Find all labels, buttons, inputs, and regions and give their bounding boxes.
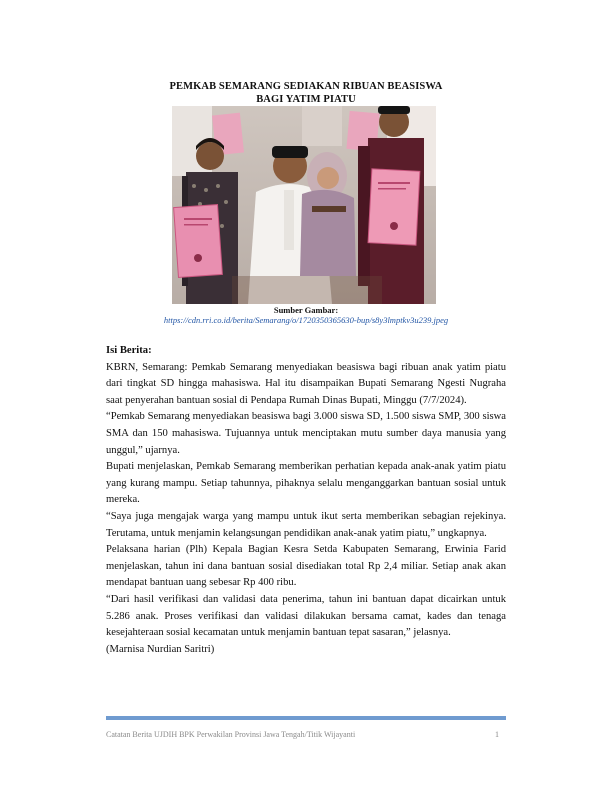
image-caption: [106, 305, 506, 325]
title-line-1: PEMKAB SEMARANG SEDIAKAN RIBUAN BEASISWA: [169, 81, 443, 92]
article-paragraph: “Saya juga mengajak warga yang mampu untuk ikut serta memberikan sebagian rejekinya. Terutama, untuk menjamin kelangsungan pendidikan anak-anak yatim piatu,” ungkapnya.: [106, 510, 506, 539]
article-paragraph: KBRN, Semarang: Pemkab Semarang menyediakan beasiswa bagi ribuan anak yatim piatu dari tingkat SD hingga mahasiswa. Hal itu disampaikan Bupati Semarang Ngesti Nugraha saat penyerahan bantuan sosial di Pendapa Rumah Dinas Bupati, Minggu (7/7/2024).: [106, 361, 506, 406]
news-photo: [172, 106, 436, 304]
news-photo-illustration: [172, 106, 436, 304]
footer-text: Catatan Berita UJDIH BPK Perwakilan Provinsi Jawa Tengah/Titik Wijayanti: [106, 730, 356, 739]
article-paragraph: “Pemkab Semarang menyediakan beasiswa bagi 3.000 siswa SD, 1.500 siswa SMP, 300 siswa SMA dan 150 mahasiswa. Tujuannya untuk menciptakan mutu sumber daya manusia yang unggul,” ujarnya.: [106, 411, 506, 456]
page-number: 1: [495, 730, 499, 739]
image-source-link[interactable]: https://cdn.rri.co.id/berita/Semarang/o/1720350365630-bup/s8y3lmptkv3u239.jpeg: [163, 315, 449, 325]
article-paragraph: Pelaksana harian (Plh) Kepala Bagian Kesra Setda Kabupaten Semarang, Erwinia Farid menjelaskan, tahun ini dana bantuan sosial disediakan total Rp 2,4 miliar. Setiap anak akan mendapat bantuan uang sebesar Rp 400 ribu.: [106, 544, 506, 589]
image-source-label: Sumber Gambar:: [273, 305, 339, 315]
article-heading: Isi Berita:: [106, 345, 152, 356]
article-paragraph: Bupati menjelaskan, Pemkab Semarang memberikan perhatian kepada anak-anak yatim piatu yang kurang mampu. Setiap tahunnya, pihaknya selalu menganggarkan bantuan sosial untuk mereka.: [106, 461, 506, 506]
article-author: (Marnisa Nurdian Saritri): [106, 643, 215, 655]
footer-divider: [106, 716, 506, 720]
title-line-2: BAGI YATIM PIATU: [256, 94, 356, 105]
article-paragraph: “Dari hasil verifikasi dan validasi data penerima, tahun ini bantuan dapat dicairkan untuk 5.286 anak. Proses verifikasi dan validasi dilakukan bersama camat, kades dan tenaga kesejahteraan sosial kecamatan untuk menjamin bantuan tepat sasaran,” jelasnya.: [106, 593, 506, 639]
document-title: [106, 80, 506, 106]
article-body: [106, 343, 506, 658]
